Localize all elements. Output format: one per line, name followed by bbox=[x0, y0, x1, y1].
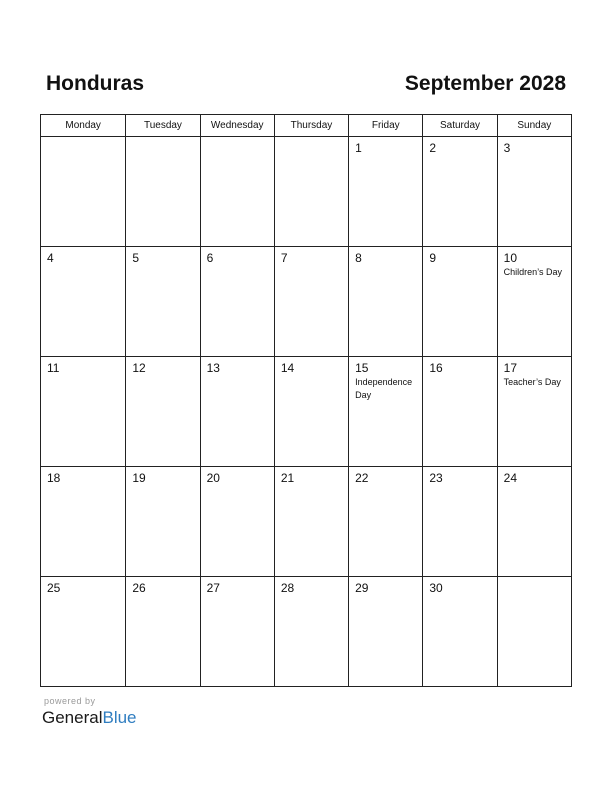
day-cell bbox=[41, 137, 126, 247]
day-cell bbox=[200, 467, 274, 577]
day-number: 13 bbox=[206, 361, 220, 375]
day-number: 9 bbox=[429, 251, 437, 265]
day-cell bbox=[423, 247, 497, 357]
day-number: 21 bbox=[280, 471, 295, 485]
day-cell bbox=[423, 137, 497, 247]
day-cell bbox=[497, 137, 571, 247]
day-cell bbox=[497, 357, 571, 467]
day-cell bbox=[349, 577, 423, 687]
day-cell bbox=[126, 137, 200, 247]
day-number: 8 bbox=[355, 251, 362, 265]
week-row bbox=[41, 357, 572, 467]
day-number bbox=[275, 137, 348, 141]
day-cell bbox=[274, 247, 348, 357]
day-number: 5 bbox=[132, 251, 139, 265]
day-number: 23 bbox=[429, 471, 443, 485]
day-cell bbox=[349, 247, 423, 357]
day-number: 22 bbox=[355, 471, 369, 485]
day-number: 14 bbox=[280, 361, 295, 375]
day-cell bbox=[423, 577, 497, 687]
weekday-thursday: Thursday bbox=[274, 115, 348, 137]
day-number: 7 bbox=[280, 251, 288, 265]
day-cell bbox=[423, 467, 497, 577]
day-number: 6 bbox=[206, 251, 214, 265]
day-cell bbox=[200, 247, 274, 357]
day-number: 11 bbox=[47, 361, 60, 375]
day-number: 2 bbox=[429, 141, 437, 155]
day-cell bbox=[126, 467, 200, 577]
day-cell bbox=[497, 467, 571, 577]
day-number: 10 bbox=[503, 251, 517, 265]
day-number bbox=[41, 137, 125, 141]
day-number: 25 bbox=[47, 581, 61, 595]
day-cell bbox=[41, 357, 126, 467]
brand-blue-text: Blue bbox=[102, 708, 137, 727]
day-number: 17 bbox=[503, 361, 517, 375]
day-number: 18 bbox=[47, 471, 61, 485]
calendar-header bbox=[40, 60, 572, 108]
footer bbox=[40, 688, 572, 748]
day-number: 4 bbox=[47, 251, 54, 265]
week-row bbox=[41, 577, 572, 687]
day-cell bbox=[274, 137, 348, 247]
generalblue-logo bbox=[42, 708, 137, 728]
day-cell bbox=[497, 247, 571, 357]
day-number bbox=[498, 577, 571, 581]
brand-general-text: General bbox=[42, 708, 103, 727]
day-cell bbox=[349, 467, 423, 577]
day-cell bbox=[274, 577, 348, 687]
day-cell bbox=[200, 137, 274, 247]
week-row bbox=[41, 467, 572, 577]
day-cell bbox=[41, 467, 126, 577]
day-cell bbox=[41, 577, 126, 687]
day-number: 15 bbox=[355, 361, 369, 375]
day-cell bbox=[423, 357, 497, 467]
day-number: 30 bbox=[429, 581, 443, 595]
calendar-weeks bbox=[41, 137, 572, 687]
day-number: 26 bbox=[132, 581, 146, 595]
day-number: 1 bbox=[355, 141, 362, 155]
day-number: 19 bbox=[132, 471, 146, 485]
day-cell bbox=[274, 357, 348, 467]
holiday-label: Children’s Day bbox=[503, 267, 562, 277]
weekday-wednesday: Wednesday bbox=[200, 115, 274, 137]
day-number: 12 bbox=[132, 361, 146, 375]
day-number: 29 bbox=[355, 581, 369, 595]
weekday-sunday: Sunday bbox=[497, 115, 571, 137]
weekday-header-row bbox=[41, 115, 572, 137]
day-cell bbox=[126, 577, 200, 687]
weekday-monday: Monday bbox=[41, 115, 126, 137]
day-number: 28 bbox=[280, 581, 295, 595]
day-cell bbox=[349, 137, 423, 247]
powered-by-text: powered by bbox=[44, 696, 96, 706]
country-title: Honduras bbox=[46, 72, 145, 95]
day-number: 27 bbox=[206, 581, 220, 595]
day-cell bbox=[126, 247, 200, 357]
weekday-friday: Friday bbox=[349, 115, 423, 137]
week-row bbox=[41, 247, 572, 357]
calendar-grid bbox=[40, 114, 572, 687]
week-row bbox=[41, 137, 572, 247]
day-cell bbox=[41, 247, 126, 357]
day-number: 24 bbox=[503, 471, 517, 485]
day-cell bbox=[200, 577, 274, 687]
day-cell bbox=[126, 357, 200, 467]
day-cell bbox=[497, 577, 571, 687]
holiday-label: Independence Day bbox=[355, 377, 413, 400]
day-cell bbox=[200, 357, 274, 467]
day-number: 20 bbox=[206, 471, 220, 485]
month-year-title: September 2028 bbox=[404, 72, 566, 95]
holiday-label: Teacher’s Day bbox=[503, 377, 561, 387]
day-number bbox=[201, 137, 274, 141]
day-number bbox=[126, 137, 199, 141]
day-cell bbox=[349, 357, 423, 467]
day-number: 3 bbox=[503, 141, 511, 155]
day-cell bbox=[274, 467, 348, 577]
weekday-saturday: Saturday bbox=[423, 115, 497, 137]
weekday-tuesday: Tuesday bbox=[126, 115, 200, 137]
day-number: 16 bbox=[429, 361, 443, 375]
